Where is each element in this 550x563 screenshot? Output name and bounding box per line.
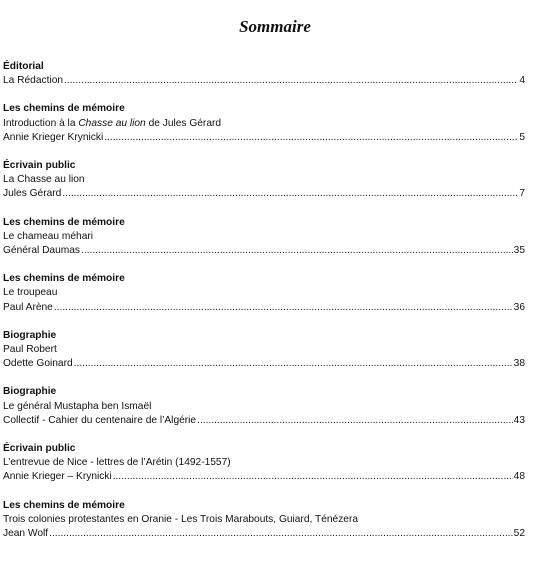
page-title: Sommaire bbox=[239, 17, 311, 36]
dot-leader bbox=[197, 414, 513, 428]
entry-author: Odette Goinard bbox=[3, 358, 73, 370]
entry-author: Général Daumas bbox=[3, 245, 81, 257]
entry-page-number: 4 bbox=[519, 75, 525, 87]
toc-entry[interactable] bbox=[3, 357, 525, 371]
toc-entry[interactable] bbox=[3, 527, 525, 541]
entry-page-number: 35 bbox=[513, 245, 525, 257]
toc-section-editorial bbox=[3, 60, 525, 88]
article-title: Le chameau méhari bbox=[3, 230, 94, 242]
toc-entry[interactable] bbox=[3, 301, 525, 315]
entry-author: Paul Arène bbox=[3, 301, 53, 313]
article-title: La Chasse au lion bbox=[3, 174, 85, 186]
article-title-part: de Jules Gérard bbox=[145, 117, 222, 129]
dot-leader bbox=[104, 131, 518, 145]
dot-leader bbox=[81, 244, 513, 258]
entry-author: Jean Wolf bbox=[3, 528, 49, 540]
entry-author: Annie Krieger Krynicki bbox=[3, 131, 104, 143]
section-rubric: Les chemins de mémoire bbox=[3, 216, 125, 228]
dot-leader bbox=[113, 470, 513, 484]
section-rubric: Les chemins de mémoire bbox=[3, 273, 125, 285]
article-title-italic-part: Chasse au lion bbox=[78, 117, 146, 129]
article-title: Le troupeau bbox=[3, 287, 58, 299]
article-title bbox=[3, 117, 525, 131]
entry-page-number: 7 bbox=[519, 188, 525, 200]
section-rubric: Les chemins de mémoire bbox=[3, 499, 125, 511]
section-rubric: Éditorial bbox=[3, 61, 44, 72]
article-title: Le général Mustapha ben Ismaël bbox=[3, 400, 152, 412]
toc-entry[interactable] bbox=[3, 414, 525, 428]
toc-section-troupeau bbox=[3, 272, 525, 315]
entry-page-number: 38 bbox=[513, 358, 525, 370]
table-of-contents bbox=[3, 60, 525, 555]
toc-entry[interactable] bbox=[3, 131, 525, 145]
entry-page-number: 5 bbox=[519, 131, 525, 143]
toc-section-chasse-intro bbox=[3, 102, 525, 145]
dot-leader bbox=[49, 527, 513, 541]
entry-author: Annie Krieger – Krynicki bbox=[3, 471, 112, 483]
toc-entry[interactable] bbox=[3, 244, 525, 258]
entry-author: Jules Gérard bbox=[3, 188, 62, 200]
dot-leader bbox=[64, 74, 518, 88]
toc-section-paul-robert bbox=[3, 329, 525, 372]
entry-author: Collectif - Cahier du centenaire de l’Algérie bbox=[3, 414, 197, 426]
dot-leader bbox=[54, 301, 513, 315]
entry-page-number: 52 bbox=[513, 528, 525, 540]
toc-section-mustapha bbox=[3, 385, 525, 428]
entry-page-number: 48 bbox=[513, 471, 525, 483]
section-rubric: Écrivain public bbox=[3, 160, 76, 172]
section-rubric: Les chemins de mémoire bbox=[3, 103, 125, 115]
toc-entry[interactable] bbox=[3, 74, 525, 88]
toc-section-chameau bbox=[3, 216, 525, 259]
section-rubric: Écrivain public bbox=[3, 443, 76, 455]
section-rubric: Biographie bbox=[3, 386, 57, 398]
entry-author: La Rédaction bbox=[3, 75, 64, 87]
article-title: L’entrevue de Nice - lettres de l’Arétin (1492-1557) bbox=[3, 457, 231, 469]
toc-entry[interactable] bbox=[3, 470, 525, 484]
article-title-part: Introduction à la bbox=[3, 117, 79, 129]
toc-entry[interactable] bbox=[3, 187, 525, 201]
toc-section-colonies-oranie bbox=[3, 499, 525, 542]
article-title: Trois colonies protestantes en Oranie - Les Trois Marabouts, Guiard, Ténézera bbox=[3, 513, 359, 525]
entry-page-number: 36 bbox=[513, 301, 525, 313]
dot-leader bbox=[62, 187, 518, 201]
entry-page-number: 43 bbox=[513, 414, 525, 426]
toc-section-entrevue-nice bbox=[3, 442, 525, 485]
toc-section-chasse-au-lion bbox=[3, 159, 525, 202]
section-rubric: Biographie bbox=[3, 329, 57, 341]
article-title: Paul Robert bbox=[3, 344, 57, 356]
dot-leader bbox=[74, 357, 513, 371]
